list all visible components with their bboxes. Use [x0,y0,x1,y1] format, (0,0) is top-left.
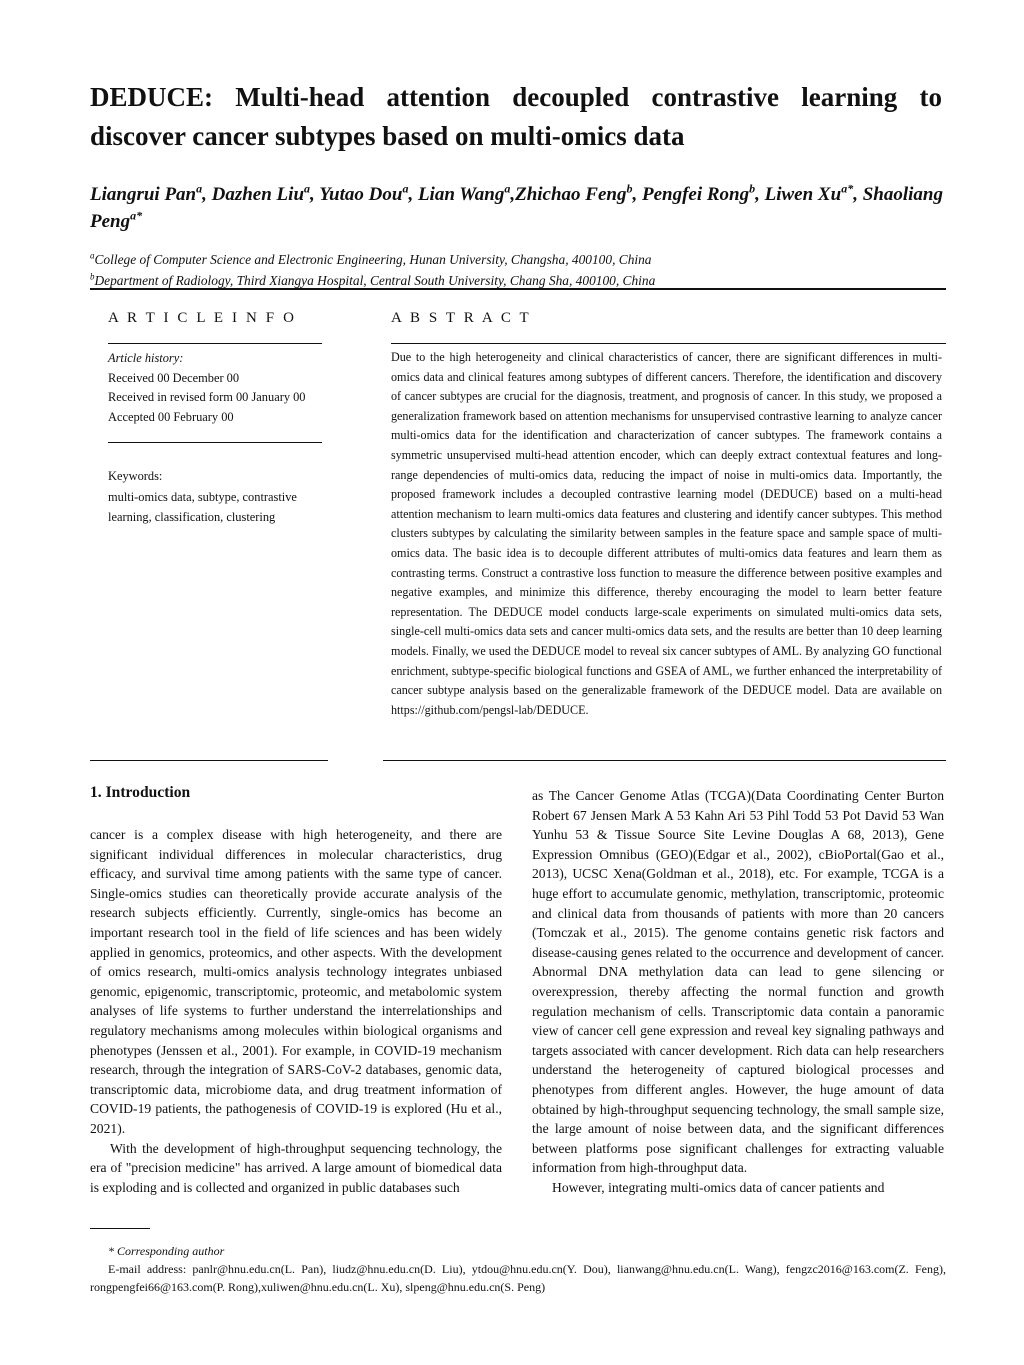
affiliations [90,249,950,291]
revised-date: Received in revised form 00 January 00 [108,390,306,405]
abstract-divider [391,343,946,344]
keywords: multi-omics data, subtype, contrastive learning, classification, clustering [108,489,297,524]
accepted-date: Accepted 00 February 00 [108,409,234,424]
paper-title [90,78,942,156]
intro-right-column [532,786,944,1197]
author: Liangrui Pan$^a$ [90,181,203,205]
history-label: Article history: [108,351,184,365]
footnote [90,1242,946,1296]
author: Shaoliang Peng$^{a*}$ [90,184,943,232]
abstract-heading: A B S T R A C T [391,310,532,326]
author: Dazhen Liu$^a$ [211,181,311,205]
article-info-heading: A R T I C L E I N F O [108,310,297,326]
introduction-heading: 1. Introduction [90,784,191,801]
keywords-divider [108,442,322,443]
left-bottom-divider [90,760,328,761]
title-line-2: discover cancer subtypes based on multi-omics data [90,121,685,151]
author: Zhichao Feng$^b$ [515,181,633,205]
affiliation-b: $^b$Department of Radiology, Third Xiangya Hospital, Central South University, Chang Sha, 400100, China [90,271,656,288]
email-addresses: E-mail address: panlr@hnu.edu.cn(L. Pan), liudz@hnu.edu.cn(D. Liu), ytdou@hnu.edu.cn(Y. Dou), lianwang@hnu.edu.cn(L. Wang), fengzc2016@163.com(Z. Feng), rongpengfei66@163.com(P. Rong),xuliwen@hnu.edu.cn(L. Xu), slpeng@hnu.edu.cn(S. Peng) [90,1262,946,1294]
author: Lian Wang$^a$ [417,181,511,205]
author-list: Liangrui Pan$^a$, Dazhen Liu$^a$, Yutao Dou$^a$, Lian Wang$^a$,Zhichao Feng$^b$, Pengfei Rong$^b$, Liwen $Xu^{a*}$, Shaoliang Peng$^{a*}$ [90,181,943,232]
intro-paragraph-1: cancer is a complex disease with high heterogeneity, and there are significant individual differences in molecular characteristics, drug efficacy, and survival time among patients with the same type of cancer. Single-omics studies can theoretically provide accurate analysis of the research subjects efficiently. Currently, single-omics has become an important research tool in the field of life sciences and has been widely applied in genomics, proteomics, and other aspects. With the development of omics research, multi-omics analysis technology integrates unbiased genomic, epigenomic, transcriptomic, proteomic, and metabolomic system analyses of life systems to further understand the interrelationships and regulatory mechanisms among molecules within biological organisms and phenotypes (Jenssen et al., 2001). For example, in COVID-19 mechanism research, through the integration of SARS-CoV-2 databases, genomic data, transcriptomic data, microbiome data, and drug treatment information of COVID-19 patients, the pathogenesis of COVID-19 is explored (Hu et al., 2021). [90,827,502,1136]
right-bottom-divider [383,760,946,761]
intro-paragraph-3: as The Cancer Genome Atlas (TCGA)(Data Coordinating Center Burton Robert 67 Jensen Mark A 53 Kahn Ari 53 Pihl Todd 53 Pot David 53 Wan Yunhu 53 & Tissue Source Site Levine Douglas A 68, 2013), Gene Expression Omnibus (GEO)(Edgar et al., 2002), cBioPortal(Gao et al., 2013), UCSC Xena(Goldman et al., 2018), etc. For example, TCGA is a huge effort to accumulate genomic, methylation, transcriptomic, proteomic and clinical data from thousands of patients with more than 20 cancers (Tomczak et al., 2015). The genome contains genetic risk factors and disease-causing genes related to the occurrence and development of cancer. Abnormal DNA methylation data can lead to gene silencing or overexpression, thereby affecting the normal function and growth regulation mechanism of cells. Transcriptomic data contain a panoramic view of cancer cell gene expression and reveal key signaling pathways and targets associated with cancer development. Rich data can help researchers understand the heterogeneity of captured biological processes and phenotypes from different angles. However, the huge amount of data obtained by high-throughput sequencing technology, the small sample size, the large amount of noise between data, and the significant differences between platforms pose significant challenges for extracting valuable information from high-throughput data. [532,788,944,1176]
author: Pengfei Rong$^b$ [641,181,756,205]
author: Liwen $Xu^{a*}$ [764,181,854,205]
keywords-block [108,467,323,527]
corresponding-author-note: * Corresponding author [108,1244,225,1258]
author: Yutao Dou$^a$ [319,181,409,205]
abstract-text: Due to the high heterogeneity and clinical characteristics of cancer, there are significant differences in multi-omics data and clinical features among subtypes of different cancers. Therefore, the identification and discovery of cancer subtypes are crucial for the diagnosis, treatment, and prognosis of cancer. In this study, we proposed a generalization framework based on attention mechanisms for unsupervised contrastive learning to analyze cancer multi-omics data for the identification and characterization of cancer subtypes. The framework contains a symmetric unsupervised multi-head attention encoder, which can deeply extract contextual features and long-range dependencies of multi-omics data, reducing the impact of noise in multi-omics data. Importantly, the proposed framework includes a decoupled contrastive learning model (DEDUCE) based on a multi-head attention mechanism to learn multi-omics data features and clustering and identify cancer subtypes. This method clusters subtypes by calculating the similarity between samples in the feature space and sample space of multi-omics data. The basic idea is to decouple different attributes of multi-omics data features and learn them as contrasting terms. Construct a contrastive loss function to measure the difference between positive examples and negative examples, and minimize this difference, thereby encouraging the model to learn better feature representation. The DEDUCE model conducts large-scale experiments on simulated multi-omics data sets, single-cell multi-omics data sets and cancer multi-omics data sets, and the results are better than 10 deep learning models. Finally, we used the DEDUCE model to reveal six cancer subtypes of AML. By analyzing GO functional enrichment, subtype-specific biological functions and GSEA of AML, we further enhanced the interpretability of cancer subtype analysis based on the generalizable framework of the DEDUCE model. Data are available on https://github.com/pengsl-lab/DEDUCE. [391,350,942,717]
title-line-1: DEDUCE: Multi-head attention decoupled contrastive learning to [90,82,942,112]
received-date: Received 00 December 00 [108,370,240,385]
intro-paragraph-4: However, integrating multi-omics data of cancer patients and [552,1179,885,1195]
article-info [108,349,323,527]
affiliation-a: $^a$College of Computer Science and Electronic Engineering, Hunan University, Changsha, 400100, China [90,250,652,267]
keywords-label: Keywords: [108,469,163,484]
intro-paragraph-2: With the development of high-throughput sequencing technology, the era of "precision medicine" has arrived. A large amount of biomedical data is exploding and is collected and organized in public databases such [90,1140,502,1195]
footnote-divider [90,1228,150,1229]
header-divider [90,288,946,290]
article-info-divider [108,343,322,344]
intro-left-column [90,825,502,1197]
